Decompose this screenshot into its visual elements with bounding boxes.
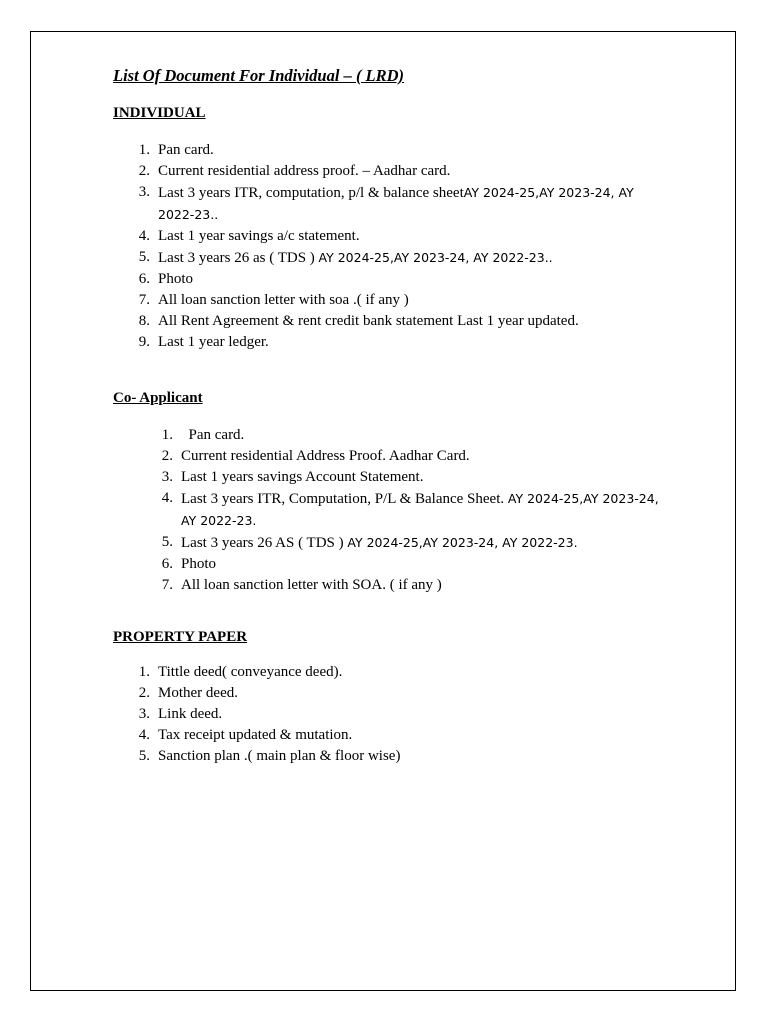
list-item-text: Last 3 years 26 as ( TDS ) [158, 250, 319, 266]
list-item-text: Mother deed. [158, 685, 238, 701]
list-item [113, 683, 673, 704]
list-item-text: Tax receipt updated & mutation. [158, 727, 353, 743]
list-item-text-block [181, 488, 673, 532]
list-item [113, 161, 673, 182]
list-item-text: Last 1 years savings Account Statement. [181, 469, 424, 485]
section-heading-individual: INDIVIDUAL [113, 105, 206, 121]
list-item [113, 226, 673, 247]
list-item [113, 247, 673, 269]
list-item-text-block [181, 554, 673, 575]
list-item-number: 1. [161, 427, 173, 443]
list-item [113, 425, 673, 446]
list-item-text-block [181, 467, 673, 488]
list-item-number: 5. [138, 249, 150, 265]
list-item-text-block [158, 290, 673, 311]
list-item-text-block [158, 247, 673, 269]
individual-document-list [113, 140, 673, 353]
list-item-text: Last 3 years ITR, computation, p/l & balance sheet [158, 185, 464, 201]
list-item [113, 532, 673, 554]
list-item-text: All Rent Agreement & rent credit bank statement Last 1 year updated. [158, 313, 579, 329]
list-item [113, 704, 673, 725]
list-item-number: 3. [138, 184, 150, 200]
list-item-text-block [158, 683, 673, 704]
list-item-text-block [181, 532, 673, 554]
co-applicant-document-list [113, 425, 673, 596]
list-item-number: 3. [161, 469, 173, 485]
list-item-number: 1. [138, 142, 150, 158]
list-item-text: Last 3 years ITR, Computation, P/L & Balance Sheet. [181, 491, 508, 507]
list-item-number: 6. [138, 271, 150, 287]
list-item-text-block [158, 662, 673, 683]
list-item [113, 290, 673, 311]
list-item [113, 182, 673, 226]
list-item [113, 311, 673, 332]
list-item-number: 7. [161, 577, 173, 593]
list-item-number: 1. [138, 664, 150, 680]
list-item-text-block [158, 332, 673, 353]
list-item-text: All loan sanction letter with SOA. ( if any ) [181, 577, 442, 593]
list-item-number: 9. [138, 334, 150, 350]
list-item-text: Photo [158, 271, 194, 287]
list-item-text: Current residential address proof. – Aadhar card. [158, 163, 451, 179]
list-item-text-block [158, 704, 673, 725]
list-item-number: 6. [161, 556, 173, 572]
list-item-number: 4. [138, 727, 150, 743]
list-item [113, 575, 673, 596]
list-item [113, 467, 673, 488]
list-item-text-block [158, 311, 673, 332]
list-item [113, 725, 673, 746]
list-item-text: Tittle deed( conveyance deed). [158, 664, 343, 680]
list-item [113, 488, 673, 532]
list-item-text: Last 1 year ledger. [158, 334, 269, 350]
document-title: List Of Document For Individual – ( LRD) [113, 66, 405, 85]
list-item-number: 5. [138, 748, 150, 764]
list-item-text-block [158, 269, 673, 290]
list-item-text-block [158, 140, 673, 161]
list-item-text-block [181, 446, 673, 467]
assessment-years: AY 2024-25,AY 2023-24, AY 2022-23.. [318, 250, 553, 265]
document-body [113, 64, 673, 767]
section-heading-property-paper: PROPERTY PAPER [113, 629, 248, 645]
list-item-text-block [158, 725, 673, 746]
list-item-text: Last 1 year savings a/c statement. [158, 228, 360, 244]
list-item-number: 5. [161, 534, 173, 550]
list-item-number: 2. [138, 163, 150, 179]
list-item-text: Link deed. [158, 706, 223, 722]
list-item [113, 662, 673, 683]
list-item-text: Sanction plan .( main plan & floor wise) [158, 748, 401, 764]
list-item-number: 4. [161, 490, 173, 506]
list-item [113, 332, 673, 353]
list-item-text: Pan card. [158, 142, 214, 158]
list-item-text-block [158, 182, 673, 226]
property-paper-document-list [113, 662, 673, 767]
list-item [113, 554, 673, 575]
list-item-text: Pan card. [181, 427, 245, 443]
list-item-number: 2. [161, 448, 173, 464]
assessment-years: AY 2024-25,AY 2023-24, AY 2022-23. [181, 491, 659, 528]
list-item-text-block [158, 746, 673, 767]
list-item-text-block [181, 425, 673, 446]
list-item [113, 446, 673, 467]
list-item-text: All loan sanction letter with soa .( if any ) [158, 292, 409, 308]
list-item-number: 3. [138, 706, 150, 722]
list-item [113, 140, 673, 161]
list-item [113, 269, 673, 290]
section-heading-co-applicant: Co- Applicant [113, 390, 203, 406]
list-item-text-block [158, 226, 673, 247]
list-item-text: Photo [181, 556, 217, 572]
list-item-text-block [181, 575, 673, 596]
assessment-years: AY 2024-25,AY 2023-24, AY 2022-23.. [158, 185, 634, 222]
assessment-years: AY 2024-25,AY 2023-24, AY 2022-23. [347, 535, 578, 550]
list-item-number: 8. [138, 313, 150, 329]
list-item [113, 746, 673, 767]
list-item-text: Current residential Address Proof. Aadhar Card. [181, 448, 470, 464]
list-item-text: Last 3 years 26 AS ( TDS ) [181, 535, 348, 551]
list-item-number: 2. [138, 685, 150, 701]
list-item-number: 7. [138, 292, 150, 308]
list-item-number: 4. [138, 228, 150, 244]
list-item-text-block [158, 161, 673, 182]
